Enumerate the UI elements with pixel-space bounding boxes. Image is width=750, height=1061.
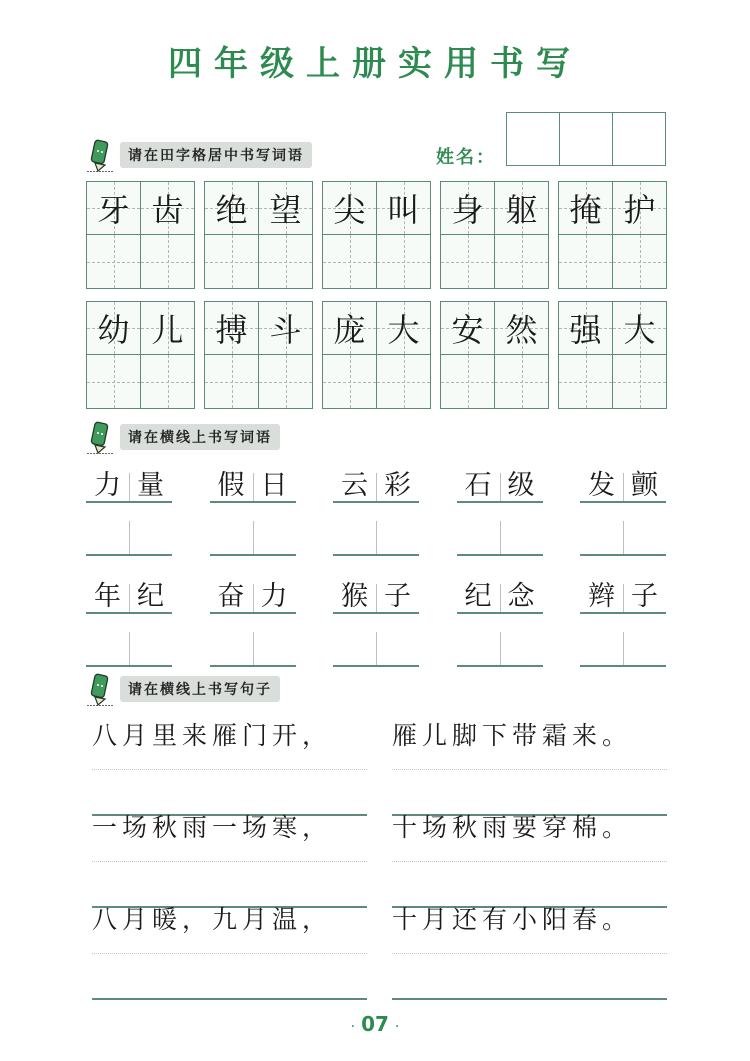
section-header-sentences bbox=[86, 672, 280, 706]
page-number: · 07 · bbox=[350, 1012, 400, 1036]
model-char: 发 bbox=[588, 470, 615, 501]
writing-line[interactable] bbox=[392, 998, 667, 1000]
model-char: 尖 bbox=[333, 191, 366, 229]
model-char: 安 bbox=[451, 311, 484, 349]
name-label: 姓名： bbox=[436, 147, 496, 168]
model-char: 大 bbox=[387, 311, 420, 349]
model-char: 搏 bbox=[215, 311, 248, 349]
model-char: 叫 bbox=[387, 191, 420, 229]
model-char: 彩 bbox=[384, 470, 411, 501]
tianzige-word bbox=[86, 301, 195, 409]
page-title: 四年级上册实用书写 bbox=[168, 44, 582, 84]
pencil-icon bbox=[86, 138, 114, 172]
model-sentence: 十月还有小阳春。 bbox=[392, 905, 633, 934]
writing-line[interactable] bbox=[92, 998, 367, 1000]
writing-cell[interactable] bbox=[613, 235, 666, 288]
model-char: 力 bbox=[94, 470, 121, 501]
model-char: 掩 bbox=[569, 191, 602, 229]
writing-cell[interactable] bbox=[87, 235, 140, 288]
model-char: 望 bbox=[269, 191, 302, 229]
tianzige-row-2 bbox=[86, 301, 667, 409]
name-box[interactable] bbox=[613, 113, 665, 165]
writing-cell[interactable] bbox=[377, 235, 430, 288]
writing-cell[interactable] bbox=[559, 355, 612, 408]
model-char: 纪 bbox=[137, 581, 164, 612]
tianzige-row-1 bbox=[86, 181, 667, 289]
model-char: 力 bbox=[260, 581, 288, 612]
writing-cell[interactable] bbox=[323, 355, 376, 408]
model-char: 纪 bbox=[464, 581, 492, 612]
line-word bbox=[580, 461, 666, 571]
name-box[interactable] bbox=[507, 113, 560, 165]
pencil-icon bbox=[86, 672, 114, 706]
pencil-icon bbox=[86, 420, 114, 454]
writing-cell[interactable] bbox=[495, 235, 548, 288]
model-sentence: 雁儿脚下带霜来。 bbox=[392, 721, 633, 750]
tianzige-word bbox=[558, 301, 667, 409]
model-char: 云 bbox=[341, 470, 368, 501]
writing-cell[interactable] bbox=[495, 355, 548, 408]
model-char: 假 bbox=[217, 470, 245, 501]
model-char: 牙 bbox=[97, 191, 130, 229]
model-char: 级 bbox=[507, 470, 535, 501]
tianzige-word bbox=[86, 181, 195, 289]
sentence-block bbox=[92, 805, 367, 908]
writing-cell[interactable] bbox=[323, 235, 376, 288]
line-words-row-2 bbox=[86, 572, 666, 682]
writing-cell[interactable] bbox=[441, 235, 494, 288]
sentence-block bbox=[92, 897, 367, 1000]
name-input-boxes[interactable] bbox=[506, 112, 666, 166]
model-char: 辫 bbox=[588, 581, 615, 612]
sentence-block bbox=[92, 713, 367, 816]
line-word bbox=[457, 461, 543, 571]
writing-cell[interactable] bbox=[141, 355, 194, 408]
sentence-block bbox=[392, 897, 667, 1000]
model-char: 身 bbox=[451, 191, 484, 229]
page-number-value: 07 bbox=[361, 1012, 389, 1036]
model-char: 躯 bbox=[505, 191, 538, 229]
writing-cell[interactable] bbox=[141, 235, 194, 288]
model-char: 奋 bbox=[217, 581, 245, 612]
line-word bbox=[333, 461, 419, 571]
model-char: 石 bbox=[464, 470, 492, 501]
line-word bbox=[333, 572, 419, 682]
line-word bbox=[580, 572, 666, 682]
model-char: 颤 bbox=[631, 470, 658, 501]
model-sentence: 八月暖，九月温， bbox=[92, 905, 333, 934]
model-char: 然 bbox=[505, 311, 538, 349]
model-sentence: 八月里来雁门开， bbox=[92, 721, 333, 750]
model-char: 猴 bbox=[341, 581, 368, 612]
writing-cell[interactable] bbox=[377, 355, 430, 408]
writing-cell[interactable] bbox=[259, 355, 312, 408]
model-char: 幼 bbox=[97, 311, 130, 349]
sentence-block bbox=[392, 713, 667, 816]
writing-cell[interactable] bbox=[613, 355, 666, 408]
section-header-tianzige bbox=[86, 138, 312, 172]
section-header-line-words bbox=[86, 420, 280, 454]
tianzige-word bbox=[322, 301, 431, 409]
model-char: 齿 bbox=[151, 191, 184, 229]
model-char: 日 bbox=[260, 470, 288, 501]
model-char: 强 bbox=[569, 311, 602, 349]
line-words-row-1 bbox=[86, 461, 666, 571]
model-char: 斗 bbox=[269, 311, 302, 349]
line-word bbox=[210, 572, 296, 682]
writing-cell[interactable] bbox=[441, 355, 494, 408]
sentence-block bbox=[392, 805, 667, 908]
model-char: 大 bbox=[623, 311, 656, 349]
writing-cell[interactable] bbox=[559, 235, 612, 288]
section-label: 请在横线上书写词语 bbox=[120, 424, 280, 450]
model-sentence: 一场秋雨一场寒， bbox=[92, 813, 333, 842]
line-word bbox=[457, 572, 543, 682]
tianzige-word bbox=[204, 301, 313, 409]
name-box[interactable] bbox=[560, 113, 613, 165]
model-char: 子 bbox=[384, 581, 411, 612]
writing-cell[interactable] bbox=[205, 235, 258, 288]
writing-cell[interactable] bbox=[205, 355, 258, 408]
tianzige-word bbox=[440, 181, 549, 289]
section-label: 请在田字格居中书写词语 bbox=[120, 142, 312, 168]
model-char: 年 bbox=[94, 581, 121, 612]
line-word bbox=[86, 461, 172, 571]
model-char: 庞 bbox=[333, 311, 366, 349]
model-sentence: 十场秋雨要穿棉。 bbox=[392, 813, 633, 842]
model-char: 量 bbox=[137, 470, 164, 501]
writing-cell[interactable] bbox=[87, 355, 140, 408]
model-char: 子 bbox=[631, 581, 658, 612]
tianzige-word bbox=[440, 301, 549, 409]
writing-cell[interactable] bbox=[259, 235, 312, 288]
model-char: 护 bbox=[623, 191, 656, 229]
line-word bbox=[210, 461, 296, 571]
model-char: 儿 bbox=[151, 311, 184, 349]
tianzige-word bbox=[558, 181, 667, 289]
model-char: 念 bbox=[507, 581, 535, 612]
tianzige-word bbox=[322, 181, 431, 289]
line-word bbox=[86, 572, 172, 682]
tianzige-word bbox=[204, 181, 313, 289]
section-label: 请在横线上书写句子 bbox=[120, 676, 280, 702]
model-char: 绝 bbox=[215, 191, 248, 229]
